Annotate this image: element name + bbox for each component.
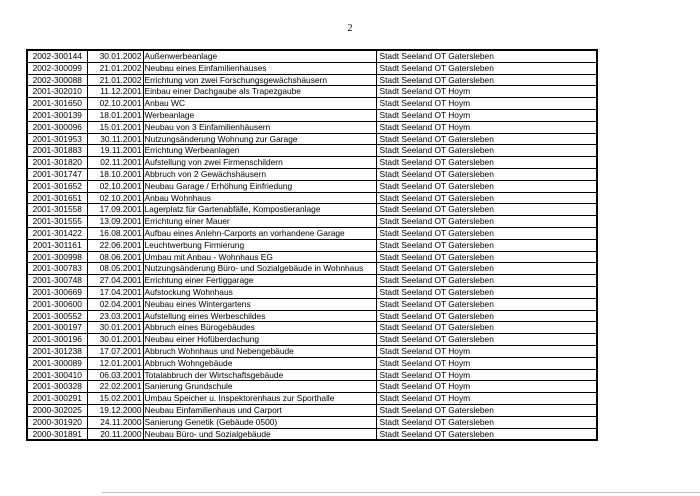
permit-location: Stadt Seeland OT Gatersleben	[376, 251, 597, 263]
permit-description: Aufbau eines Anlehn-Carports an vorhandene Garage	[143, 227, 376, 239]
permit-date: 02.11.2001	[87, 157, 143, 169]
permit-location: Stadt Seeland OT Gatersleben	[376, 227, 597, 239]
permit-number: 2001-301558	[27, 204, 87, 216]
permit-description: Lagerplatz für Gartenabfälle, Kompostieranlage	[143, 204, 376, 216]
permit-date: 15.01.2001	[87, 121, 143, 133]
permit-description: Umbau Speicher u. Inspektorenhaus zur Sporthalle	[143, 393, 376, 405]
permit-location: Stadt Seeland OT Hoym	[376, 381, 597, 393]
table-row	[27, 74, 597, 86]
permit-number: 2001-301161	[27, 239, 87, 251]
permit-table	[26, 49, 598, 441]
permit-location: Stadt Seeland OT Gatersleben	[376, 204, 597, 216]
table-row	[27, 86, 597, 98]
permit-location: Stadt Seeland OT Gatersleben	[376, 322, 597, 334]
permit-date: 08.05.2001	[87, 263, 143, 275]
permit-date: 20.11.2000	[87, 428, 143, 440]
permit-location: Stadt Seeland OT Hoym	[376, 357, 597, 369]
permit-number: 2001-301555	[27, 216, 87, 228]
permit-date: 08.06.2001	[87, 251, 143, 263]
page-number: 2	[347, 23, 353, 34]
permit-table-body	[27, 50, 597, 440]
permit-location: Stadt Seeland OT Gatersleben	[376, 416, 597, 428]
permit-number: 2001-301650	[27, 98, 87, 110]
table-row	[27, 334, 597, 346]
table-row	[27, 98, 597, 110]
permit-location: Stadt Seeland OT Gatersleben	[376, 428, 597, 440]
permit-location: Stadt Seeland OT Gatersleben	[376, 216, 597, 228]
table-row	[27, 298, 597, 310]
permit-location: Stadt Seeland OT Hoym	[376, 109, 597, 121]
permit-description: Einbau einer Dachgaube als Trapezgaube	[143, 86, 376, 98]
permit-date: 30.01.2001	[87, 334, 143, 346]
permit-number: 2001-300783	[27, 263, 87, 275]
permit-number: 2001-300410	[27, 369, 87, 381]
table-row	[27, 180, 597, 192]
table-row	[27, 62, 597, 74]
permit-number: 2001-301422	[27, 227, 87, 239]
table-row	[27, 251, 597, 263]
table-row	[27, 133, 597, 145]
permit-location: Stadt Seeland OT Hoym	[376, 393, 597, 405]
permit-date: 11.12.2001	[87, 86, 143, 98]
permit-number: 2001-300998	[27, 251, 87, 263]
permit-date: 22.06.2001	[87, 239, 143, 251]
permit-table-wrapper	[26, 49, 596, 441]
permit-number: 2001-300328	[27, 381, 87, 393]
permit-date: 17.09.2001	[87, 204, 143, 216]
table-row	[27, 145, 597, 157]
permit-location: Stadt Seeland OT Hoym	[376, 86, 597, 98]
permit-date: 23.03.2001	[87, 310, 143, 322]
permit-number: 2001-301652	[27, 180, 87, 192]
permit-location: Stadt Seeland OT Hoym	[376, 98, 597, 110]
table-row	[27, 404, 597, 416]
permit-location: Stadt Seeland OT Gatersleben	[376, 275, 597, 287]
footer-rule	[102, 492, 700, 493]
permit-number: 2002-300088	[27, 74, 87, 86]
table-row	[27, 357, 597, 369]
permit-date: 30.01.2001	[87, 322, 143, 334]
permit-date: 19.11.2001	[87, 145, 143, 157]
permit-number: 2000-302025	[27, 404, 87, 416]
permit-description: Aufstockung Wohnhaus	[143, 286, 376, 298]
permit-description: Neubau Garage / Erhöhung Einfriedung	[143, 180, 376, 192]
table-row	[27, 121, 597, 133]
permit-location: Stadt Seeland OT Gatersleben	[376, 404, 597, 416]
table-row	[27, 192, 597, 204]
permit-location: Stadt Seeland OT Hoym	[376, 369, 597, 381]
permit-number: 2001-300197	[27, 322, 87, 334]
permit-location: Stadt Seeland OT Gatersleben	[376, 50, 597, 62]
permit-number: 2000-301920	[27, 416, 87, 428]
permit-location: Stadt Seeland OT Gatersleben	[376, 74, 597, 86]
permit-date: 19.12.2000	[87, 404, 143, 416]
permit-description: Aufstellung eines Werbeschildes	[143, 310, 376, 322]
permit-date: 06.03.2001	[87, 369, 143, 381]
permit-date: 17.07.2001	[87, 345, 143, 357]
table-row	[27, 428, 597, 440]
permit-description: Anbau Wohnhaus	[143, 192, 376, 204]
permit-description: Abbruch Wohnhaus und Nebengebäude	[143, 345, 376, 357]
permit-date: 30.01.2002	[87, 50, 143, 62]
permit-location: Stadt Seeland OT Gatersleben	[376, 145, 597, 157]
permit-date: 02.04.2001	[87, 298, 143, 310]
permit-date: 02.10.2001	[87, 98, 143, 110]
table-row	[27, 157, 597, 169]
table-row	[27, 322, 597, 334]
permit-description: Sanierung Grundschule	[143, 381, 376, 393]
permit-number: 2001-300196	[27, 334, 87, 346]
table-row	[27, 216, 597, 228]
permit-number: 2001-300089	[27, 357, 87, 369]
permit-date: 12.01.2001	[87, 357, 143, 369]
permit-date: 30.11.2001	[87, 133, 143, 145]
permit-location: Stadt Seeland OT Gatersleben	[376, 286, 597, 298]
permit-number: 2001-300600	[27, 298, 87, 310]
table-row	[27, 286, 597, 298]
permit-description: Abbruch eines Bürogebäudes	[143, 322, 376, 334]
permit-description: Neubau einer Hofüberdachung	[143, 334, 376, 346]
permit-number: 2001-302010	[27, 86, 87, 98]
permit-date: 27.04.2001	[87, 275, 143, 287]
table-row	[27, 50, 597, 62]
table-row	[27, 204, 597, 216]
permit-number: 2001-301651	[27, 192, 87, 204]
permit-location: Stadt Seeland OT Gatersleben	[376, 62, 597, 74]
permit-location: Stadt Seeland OT Gatersleben	[376, 310, 597, 322]
permit-date: 21.01.2002	[87, 74, 143, 86]
permit-description: Neubau eines Wintergartens	[143, 298, 376, 310]
permit-date: 02.10.2001	[87, 180, 143, 192]
table-row	[27, 168, 597, 180]
permit-description: Nutzungsänderung Büro- und Sozialgebäude in Wohnhaus	[143, 263, 376, 275]
permit-description: Totalabbruch der Wirtschaftsgebäude	[143, 369, 376, 381]
permit-date: 22.02.2001	[87, 381, 143, 393]
permit-number: 2001-300291	[27, 393, 87, 405]
permit-number: 2001-300139	[27, 109, 87, 121]
permit-description: Errichtung von zwei Forschungsgewächshäusern	[143, 74, 376, 86]
table-row	[27, 239, 597, 251]
permit-description: Errichtung einer Mauer	[143, 216, 376, 228]
permit-description: Abbruch von 2 Gewächshäusern	[143, 168, 376, 180]
permit-number: 2001-300552	[27, 310, 87, 322]
permit-location: Stadt Seeland OT Gatersleben	[376, 180, 597, 192]
permit-date: 21.01.2002	[87, 62, 143, 74]
permit-description: Leuchtwerbung Firmierung	[143, 239, 376, 251]
table-row	[27, 381, 597, 393]
permit-location: Stadt Seeland OT Gatersleben	[376, 168, 597, 180]
table-row	[27, 416, 597, 428]
permit-date: 17.04.2001	[87, 286, 143, 298]
permit-location: Stadt Seeland OT Gatersleben	[376, 133, 597, 145]
permit-location: Stadt Seeland OT Gatersleben	[376, 157, 597, 169]
permit-description: Neubau Büro- und Sozialgebäude	[143, 428, 376, 440]
table-row	[27, 345, 597, 357]
permit-number: 2001-300096	[27, 121, 87, 133]
permit-description: Umbau mit Anbau - Wohnhaus EG	[143, 251, 376, 263]
permit-number: 2001-301820	[27, 157, 87, 169]
permit-location: Stadt Seeland OT Gatersleben	[376, 192, 597, 204]
permit-description: Errichtung einer Fertiggarage	[143, 275, 376, 287]
permit-description: Abbruch Wohngebäude	[143, 357, 376, 369]
permit-date: 16.08.2001	[87, 227, 143, 239]
table-row	[27, 109, 597, 121]
permit-description: Werbeanlage	[143, 109, 376, 121]
permit-date: 02.10.2001	[87, 192, 143, 204]
permit-number: 2000-301891	[27, 428, 87, 440]
table-row	[27, 263, 597, 275]
permit-location: Stadt Seeland OT Hoym	[376, 345, 597, 357]
permit-number: 2002-300099	[27, 62, 87, 74]
permit-description: Außenwerbeanlage	[143, 50, 376, 62]
permit-date: 24.11.2000	[87, 416, 143, 428]
permit-description: Neubau Einfamilienhaus und Carport	[143, 404, 376, 416]
table-row	[27, 393, 597, 405]
permit-location: Stadt Seeland OT Gatersleben	[376, 298, 597, 310]
permit-number: 2001-301953	[27, 133, 87, 145]
permit-date: 18.10.2001	[87, 168, 143, 180]
permit-description: Nutzungsänderung Wohnung zur Garage	[143, 133, 376, 145]
permit-location: Stadt Seeland OT Gatersleben	[376, 239, 597, 251]
permit-date: 18.01.2001	[87, 109, 143, 121]
permit-description: Neubau von 3 Einfamilienhäusern	[143, 121, 376, 133]
permit-description: Errichtung Werbeanlagen	[143, 145, 376, 157]
table-row	[27, 275, 597, 287]
permit-number: 2001-301883	[27, 145, 87, 157]
permit-number: 2001-301238	[27, 345, 87, 357]
permit-location: Stadt Seeland OT Hoym	[376, 121, 597, 133]
table-row	[27, 369, 597, 381]
permit-number: 2001-300748	[27, 275, 87, 287]
permit-number: 2001-301747	[27, 168, 87, 180]
permit-date: 15.02.2001	[87, 393, 143, 405]
permit-description: Anbau WC	[143, 98, 376, 110]
permit-number: 2001-300669	[27, 286, 87, 298]
permit-date: 13.09.2001	[87, 216, 143, 228]
permit-location: Stadt Seeland OT Gatersleben	[376, 334, 597, 346]
table-row	[27, 310, 597, 322]
permit-number: 2002-300144	[27, 50, 87, 62]
table-row	[27, 227, 597, 239]
permit-location: Stadt Seeland OT Gatersleben	[376, 263, 597, 275]
permit-description: Sanierung Genetik (Gebäude 0500)	[143, 416, 376, 428]
permit-description: Aufstellung von zwei Firmenschildern	[143, 157, 376, 169]
permit-description: Neubau eines Einfamilienhauses	[143, 62, 376, 74]
